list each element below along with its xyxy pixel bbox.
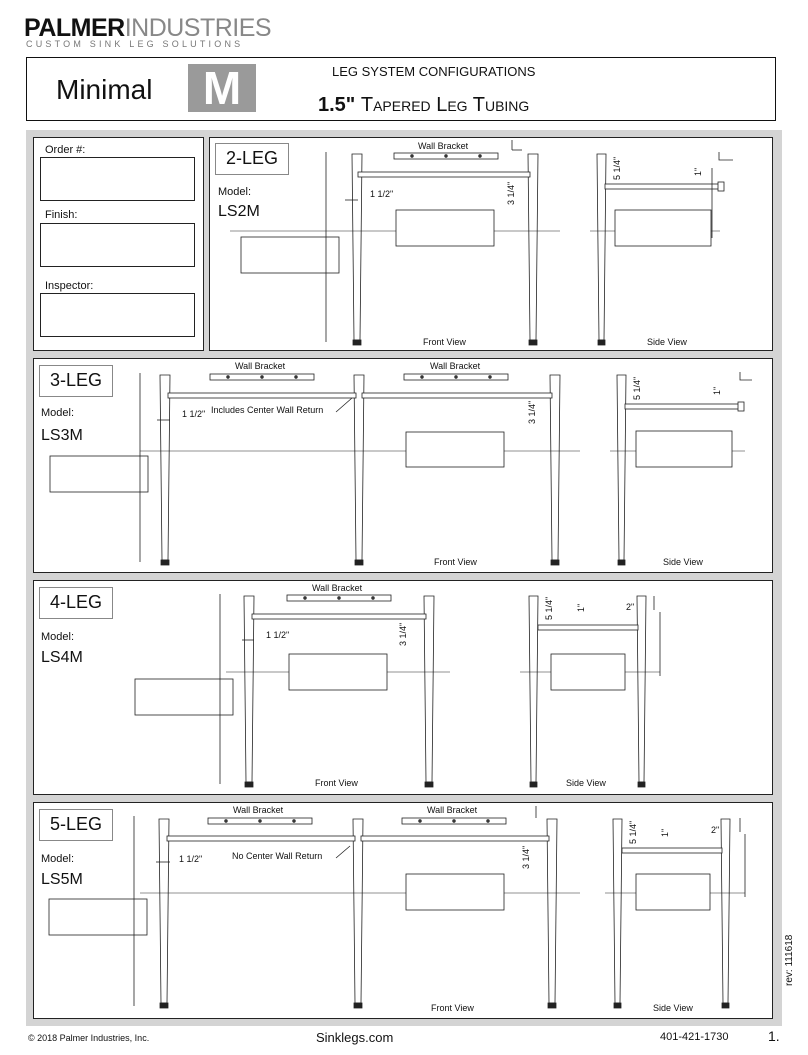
website-link[interactable]: Sinklegs.com [316,1030,394,1045]
dim-label: 5 1/4" [628,820,638,844]
wall-bracket-label: Wall Bracket [312,583,363,593]
center-return-note: Includes Center Wall Return [211,405,324,415]
dim-label: 1" [576,603,586,612]
model-code: LS5M [41,871,83,888]
dim-label: 1 1/2" [179,854,203,864]
inspector-label: Inspector: [45,280,94,292]
revision-code: rev: 111618 [784,934,795,986]
page-number: 1. [768,1028,780,1044]
model-label: Model: [41,853,75,865]
tubing-size: 1.5" [318,94,356,116]
dim-label: 2" [711,825,720,835]
dim-label: 1 1/2" [370,189,394,199]
dim-label: 5 1/4" [612,156,622,180]
drawing-5-leg-side [605,818,745,1008]
dim-label: 5 1/4" [544,596,554,620]
leg-tag: 4-LEG [39,587,113,619]
model-label: Model: [41,631,75,643]
tubing-name: Tapered Leg Tubing [360,94,530,116]
dim-label: 3 1/4" [527,400,537,424]
drawing-4-leg-side [520,596,660,787]
side-view-label: Side View [647,337,687,347]
dim-label: 2" [626,602,635,612]
brand-tagline: CUSTOM SINK LEG SOLUTIONS [26,39,244,49]
wall-bracket-label: Wall Bracket [235,361,286,371]
leg-tag: 2-LEG [215,143,289,175]
copyright: © 2018 Palmer Industries, Inc. [28,1033,150,1043]
model-label: Model: [41,407,75,419]
side-view-label: Side View [566,778,606,788]
brand-name-light: INDUSTRIES [124,14,272,42]
collection-badge: M [188,64,256,112]
center-return-note: No Center Wall Return [232,851,323,861]
order-label: Order #: [45,144,86,156]
dim-label: 3 1/4" [398,622,408,646]
side-view-label: Side View [653,1003,693,1013]
front-view-label: Front View [431,1003,474,1013]
collection-name: Minimal [56,74,153,105]
dim-label: 3 1/4" [521,845,531,869]
model-label: Model: [218,186,252,198]
phone-number: 401-421-1730 [660,1031,729,1043]
model-code: LS2M [218,203,260,220]
front-view-label: Front View [315,778,358,788]
dim-label: 1" [712,386,722,395]
leg-tag: 5-LEG [39,809,113,841]
leg-tag: 3-LEG [39,365,113,397]
dim-label: 1 1/2" [182,409,206,419]
side-view-label: Side View [663,557,703,567]
dim-label: 5 1/4" [632,376,642,400]
wall-bracket-label: Wall Bracket [427,805,478,815]
drawing-5-leg-front [49,806,580,1008]
dim-label: 1" [660,828,670,837]
dim-label: 3 1/4" [506,181,516,205]
model-code: LS4M [41,649,83,666]
wall-bracket-label: Wall Bracket [418,141,469,151]
finish-label: Finish: [45,209,78,221]
dim-label: 1 1/2" [266,630,290,640]
brand-name-bold: PALMER [24,14,125,42]
front-view-label: Front View [423,337,466,347]
drawing-3-leg-front [50,373,580,565]
drawing-2-leg-front [230,140,560,345]
dim-label: 1" [693,167,703,176]
config-title: LEG SYSTEM CONFIGURATIONS [332,64,536,79]
model-code: LS3M [41,427,83,444]
wall-bracket-label: Wall Bracket [430,361,481,371]
front-view-label: Front View [434,557,477,567]
wall-bracket-label: Wall Bracket [233,805,284,815]
